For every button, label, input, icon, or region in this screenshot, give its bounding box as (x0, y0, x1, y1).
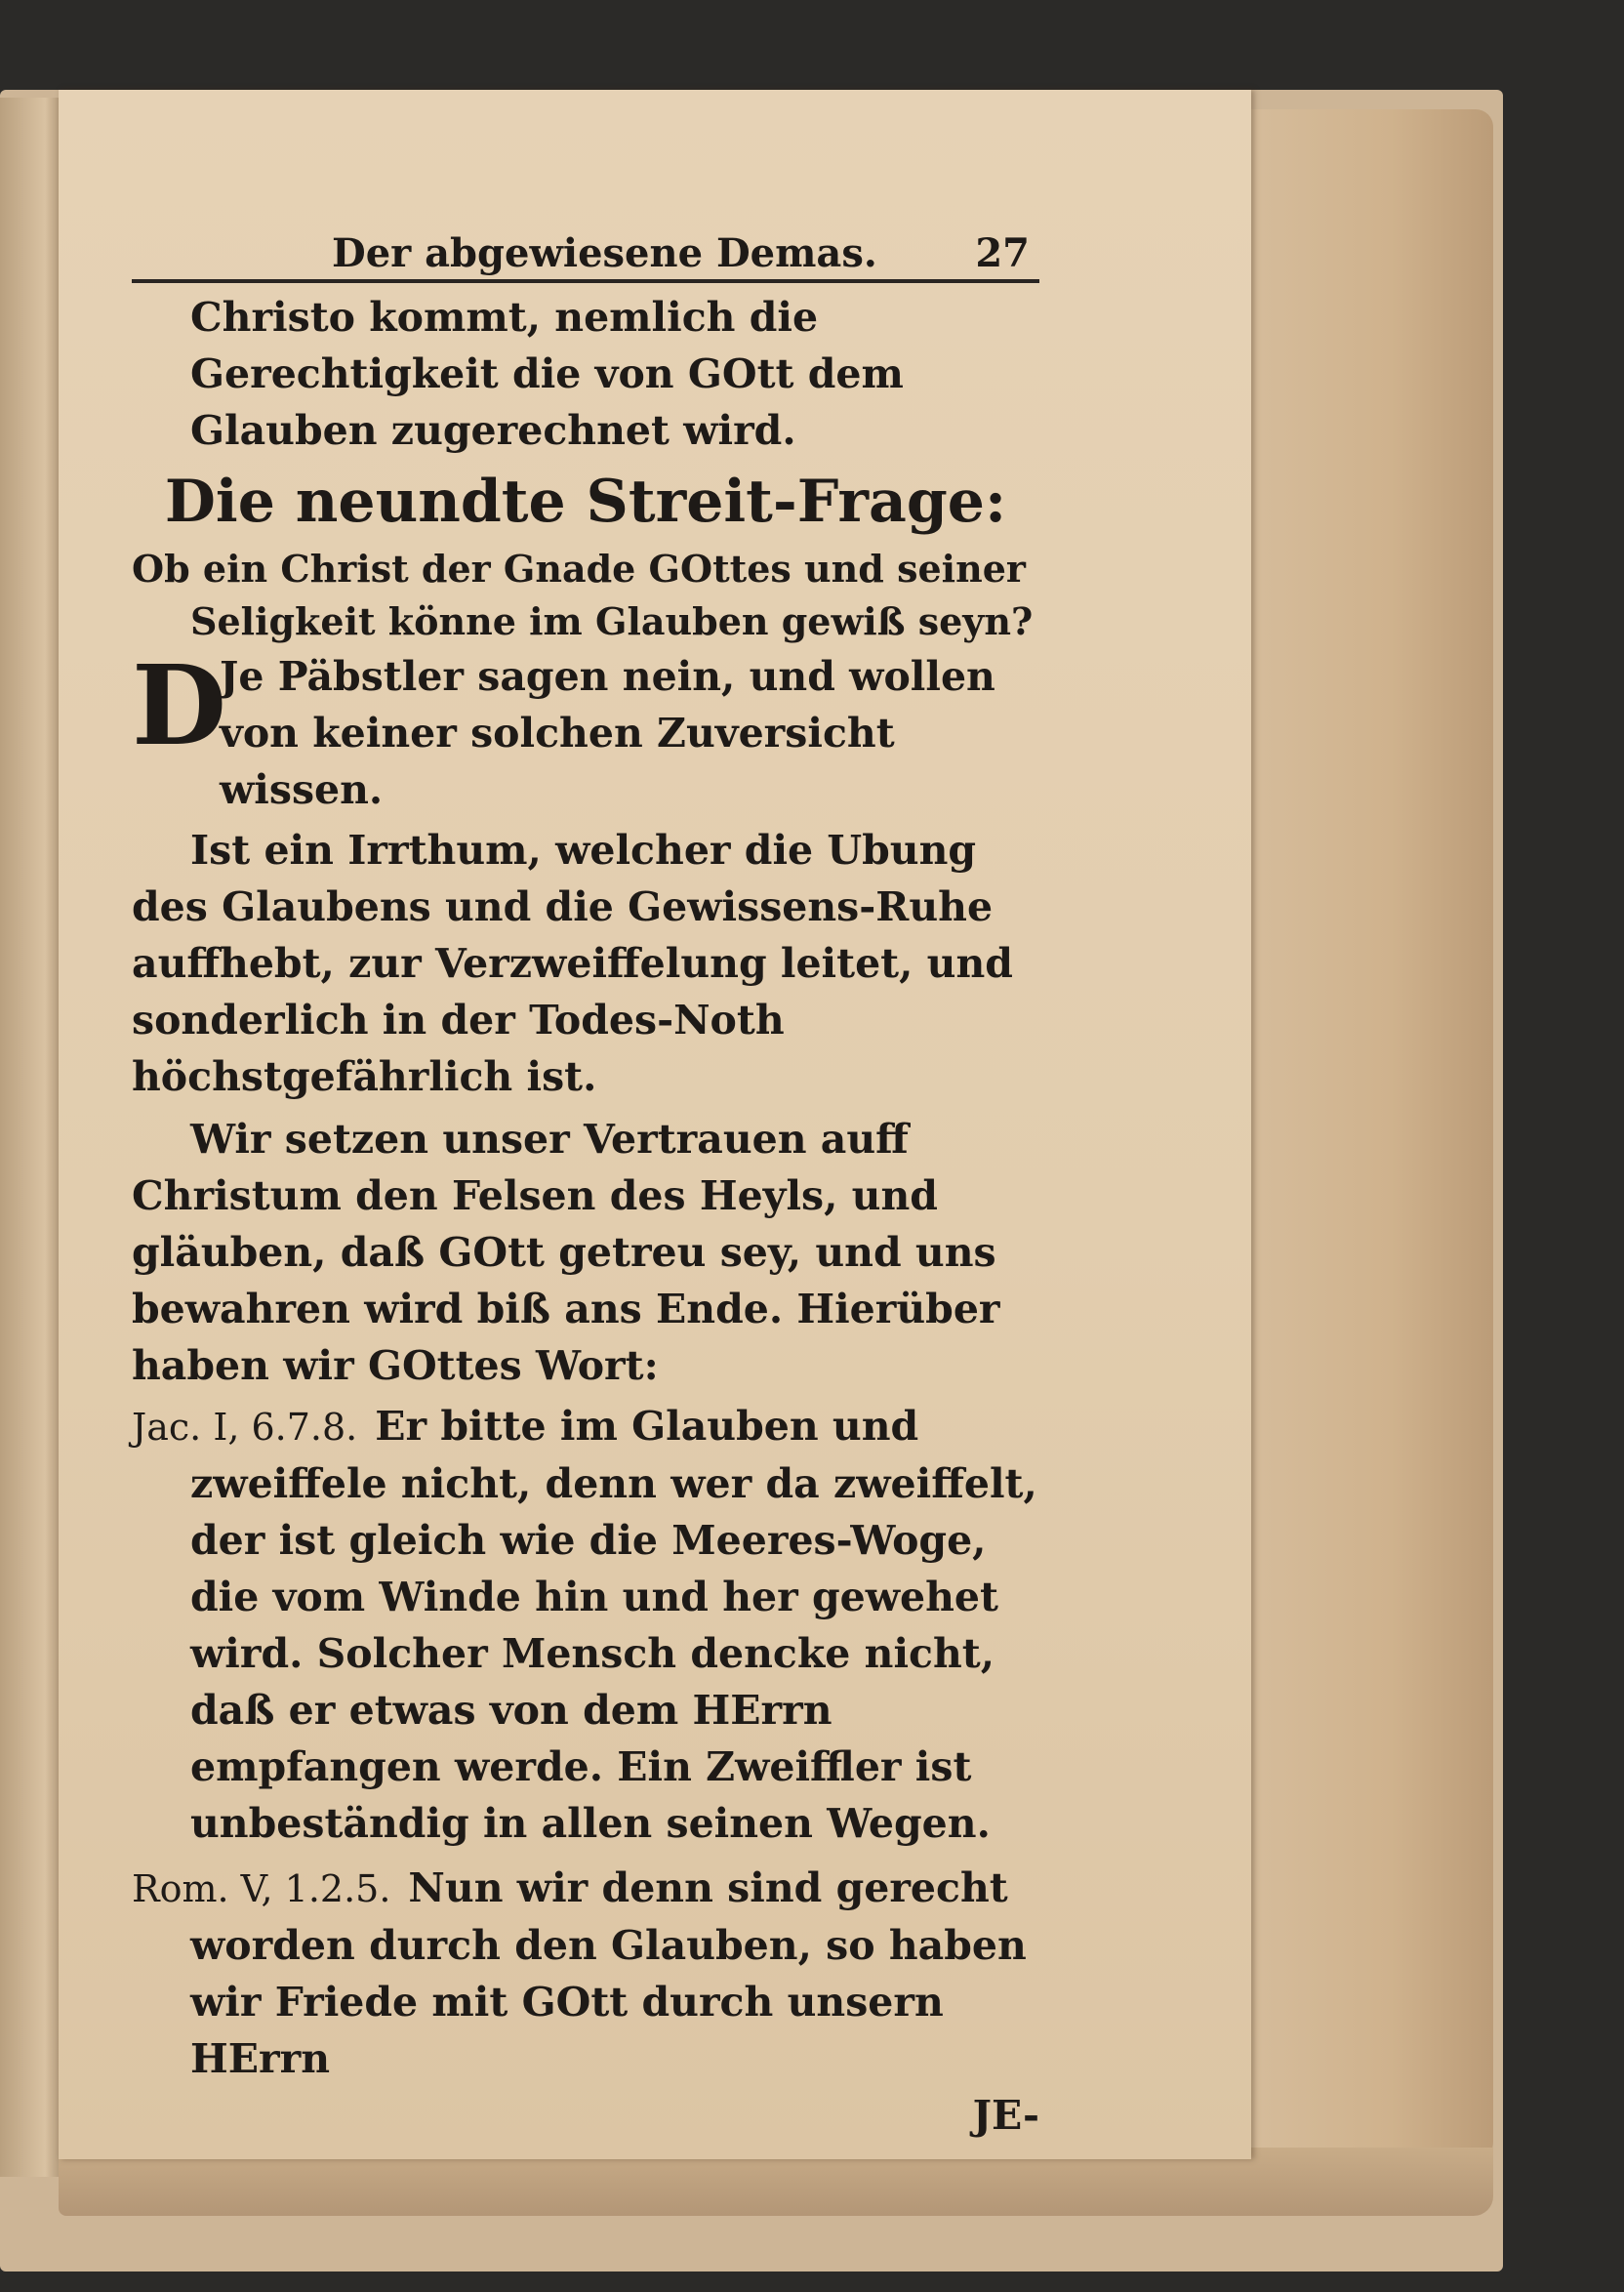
question-line-2: Seligkeit könne im Glauben gewiß seyn? (190, 599, 1034, 643)
page-number: 27 (975, 230, 1030, 276)
running-header (132, 217, 1039, 283)
verse-reference: Rom. V, 1.2.5. (132, 1867, 391, 1910)
dropcap-text: Je Päbstler sagen nein, und wollen von keiner solchen Zuversicht wissen. (220, 653, 995, 813)
page-text (132, 217, 1039, 2144)
dropcap-letter: D (132, 642, 227, 770)
dropcap-paragraph (132, 642, 1039, 818)
paragraph-error: Ist ein Irrthum, welcher die Ubung des Glaubens und die Gewissens-Ruhe auffhebt, zur Verzweiffelung leitet, und sonderlich in der Todes-Noth höchstgefährlich ist. (132, 827, 1013, 1100)
verse-text: Nun wir denn sind gerecht worden durch den Glauben, so haben wir Friede mit GOtt durch unsern HErrn (190, 1864, 1027, 2082)
verse-james (132, 1398, 1039, 1852)
verse-reference: Jac. I, 6.7.8. (132, 1406, 358, 1449)
verse-romans (132, 1860, 1039, 2087)
question-line-1: Ob ein Christ der Gnade GOttes und seiner (132, 547, 1026, 591)
running-title: Der abgewiesene Demas. (332, 230, 877, 276)
question-text (132, 543, 1039, 648)
left-page-edge (0, 98, 66, 2177)
page-stack-edge (1238, 109, 1493, 2169)
paragraph-trust: Wir setzen unser Vertrauen auff Christum den Felsen des Heyls, und gläuben, daß GOtt getreu sey, und uns bewahren wird biß ans Ende. Hierüber haben wir GOttes Wort: (132, 1116, 1000, 1389)
catchword: JE- (972, 2092, 1039, 2139)
continuation-text: Christo kommt, nemlich die Gerechtigkeit die von GOtt dem Glauben zugerechnet wird. (190, 294, 904, 454)
section-heading: Die neundte Streit-Frage: (164, 468, 1007, 536)
verse-text: Er bitte im Glauben und zweiffele nicht, denn wer da zweiffelt, der ist gleich wie die Meeres-Woge, die vom Winde hin und her gewehet wird. Solcher Mensch dencke nicht, daß er etwas von dem HErrn empfangen werde. Ein Zweiffler ist unbeständig in allen seinen Wegen. (190, 1403, 1037, 1847)
